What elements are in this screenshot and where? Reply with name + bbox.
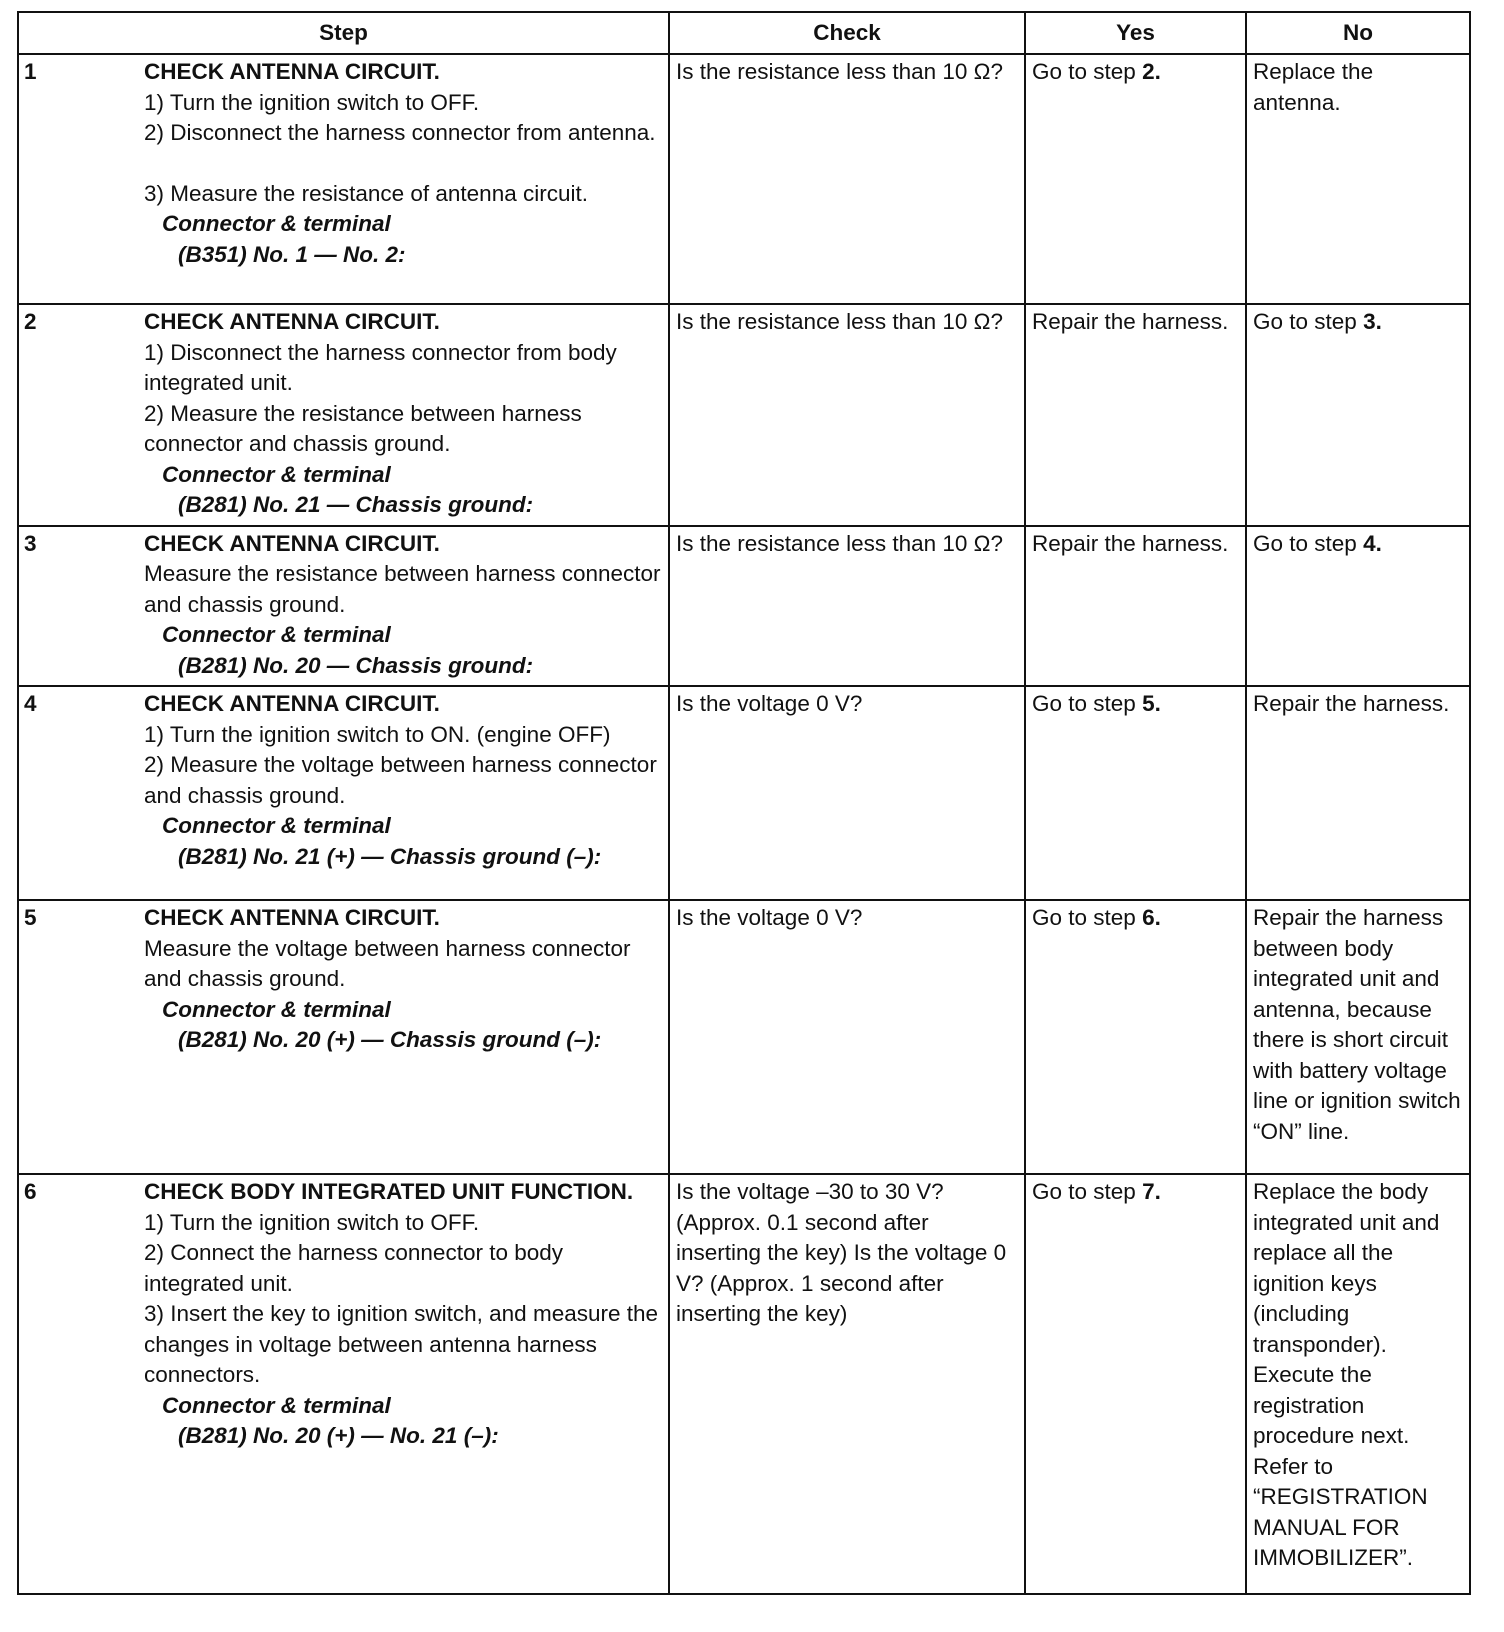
connector-terminal: (B281) No. 21 (+) — Chassis ground (–): bbox=[178, 843, 602, 869]
yes-text: Go to step bbox=[1032, 691, 1143, 716]
step-number: 6 bbox=[24, 1179, 37, 1204]
table-row bbox=[18, 54, 1470, 304]
step-cell bbox=[18, 1174, 669, 1594]
connector-label: Connector & terminal bbox=[162, 996, 391, 1022]
no-step: 4. bbox=[1363, 530, 1382, 556]
step-number: 1 bbox=[24, 59, 37, 84]
yes-step: 2. bbox=[1142, 59, 1161, 84]
check-cell: Is the resistance less than 10 Ω? bbox=[669, 526, 1025, 687]
step-instruction: 1) Disconnect the harness connector from body integrated unit. bbox=[144, 339, 617, 395]
step-instruction: 2) Connect the harness connector to body integrated unit. bbox=[144, 1240, 564, 1296]
step-title: CHECK ANTENNA CIRCUIT. bbox=[144, 59, 440, 84]
no-text: Go to step bbox=[1253, 309, 1364, 334]
check-cell: Is the voltage –30 to 30 V? (Approx. 0.1 second after inserting the key) Is the voltage 0 V? (Approx. 1 second after inserting the key) bbox=[669, 1174, 1025, 1594]
step-instruction: 2) Disconnect the harness connector from antenna. bbox=[144, 120, 656, 145]
connector-label: Connector & terminal bbox=[162, 813, 391, 838]
no-cell: Repair the harness between body integrated unit and antenna, because there is short circuit with battery voltage line or ignition switch “ON” line. bbox=[1246, 900, 1470, 1174]
no-cell bbox=[1246, 304, 1470, 526]
check-cell: Is the resistance less than 10 Ω? bbox=[669, 54, 1025, 304]
step-instruction: 3) Measure the resistance of antenna circuit. bbox=[144, 180, 588, 206]
step-cell bbox=[18, 54, 669, 304]
no-cell: Replace the antenna. bbox=[1246, 54, 1470, 304]
step-title: CHECK BODY INTEGRATED UNIT FUNCTION. bbox=[144, 1179, 634, 1204]
yes-step: 5. bbox=[1142, 691, 1161, 716]
step-number: 2 bbox=[24, 309, 37, 334]
yes-cell: Repair the harness. bbox=[1025, 526, 1246, 687]
step-instruction: Measure the resistance between harness connector and chassis ground. bbox=[144, 561, 661, 617]
step-title: CHECK ANTENNA CIRCUIT. bbox=[144, 905, 440, 930]
connector-terminal: (B351) No. 1 — No. 2: bbox=[178, 241, 406, 267]
no-cell: Repair the harness. bbox=[1246, 686, 1470, 900]
yes-cell: Repair the harness. bbox=[1025, 304, 1246, 526]
step-instruction: Measure the voltage between harness connector and chassis ground. bbox=[144, 935, 631, 991]
header-step: Step bbox=[18, 12, 669, 54]
table-row bbox=[18, 526, 1470, 687]
diagnostic-table bbox=[17, 11, 1471, 1595]
connector-terminal: (B281) No. 20 (+) — No. 21 (–): bbox=[178, 1423, 499, 1448]
step-number: 5 bbox=[24, 905, 37, 930]
yes-cell bbox=[1025, 900, 1246, 1174]
connector-terminal: (B281) No. 20 (+) — Chassis ground (–): bbox=[178, 1027, 602, 1052]
step-instruction: 2) Measure the resistance between harness connector and chassis ground. bbox=[144, 400, 582, 456]
yes-step: 7. bbox=[1142, 1179, 1161, 1204]
connector-label: Connector & terminal bbox=[162, 461, 391, 487]
connector-terminal: (B281) No. 21 — Chassis ground: bbox=[178, 492, 534, 517]
no-cell bbox=[1246, 526, 1470, 687]
step-cell bbox=[18, 900, 669, 1174]
header-row bbox=[18, 12, 1470, 54]
yes-cell bbox=[1025, 54, 1246, 304]
header-no: No bbox=[1246, 12, 1470, 54]
no-text: Go to step bbox=[1253, 530, 1364, 556]
step-title: CHECK ANTENNA CIRCUIT. bbox=[144, 530, 440, 556]
yes-cell bbox=[1025, 1174, 1246, 1594]
no-step: 3. bbox=[1363, 309, 1382, 334]
step-instruction: 2) Measure the voltage between harness connector and chassis ground. bbox=[144, 752, 657, 808]
step-number: 4 bbox=[24, 691, 37, 716]
step-number: 3 bbox=[24, 530, 37, 556]
step-instruction: 1) Turn the ignition switch to OFF. bbox=[144, 1209, 480, 1235]
step-cell bbox=[18, 526, 669, 687]
step-title: CHECK ANTENNA CIRCUIT. bbox=[144, 691, 440, 716]
step-title: CHECK ANTENNA CIRCUIT. bbox=[144, 309, 440, 334]
yes-cell bbox=[1025, 686, 1246, 900]
step-cell bbox=[18, 304, 669, 526]
table-row bbox=[18, 304, 1470, 526]
yes-text: Go to step bbox=[1032, 905, 1143, 930]
step-instruction: 1) Turn the ignition switch to ON. (engine OFF) bbox=[144, 721, 611, 747]
header-yes: Yes bbox=[1025, 12, 1246, 54]
connector-label: Connector & terminal bbox=[162, 622, 391, 647]
header-check: Check bbox=[669, 12, 1025, 54]
table-row bbox=[18, 686, 1470, 900]
step-cell bbox=[18, 686, 669, 900]
step-instruction: 3) Insert the key to ignition switch, and measure the changes in voltage between antenna harness connectors. bbox=[144, 1301, 659, 1387]
table-row bbox=[18, 1174, 1470, 1594]
table-row bbox=[18, 900, 1470, 1174]
yes-step: 6. bbox=[1142, 905, 1161, 930]
connector-terminal: (B281) No. 20 — Chassis ground: bbox=[178, 652, 534, 678]
yes-text: Go to step bbox=[1032, 59, 1143, 84]
check-cell: Is the resistance less than 10 Ω? bbox=[669, 304, 1025, 526]
no-cell: Replace the body integrated unit and replace all the ignition keys (including transponder). Execute the registration procedure next. Refer to “REGISTRATION MANUAL FOR IMMOBILIZER”. bbox=[1246, 1174, 1470, 1594]
step-instruction: 1) Turn the ignition switch to OFF. bbox=[144, 89, 480, 115]
connector-label: Connector & terminal bbox=[162, 1392, 391, 1418]
connector-label: Connector & terminal bbox=[162, 211, 391, 236]
check-cell: Is the voltage 0 V? bbox=[669, 900, 1025, 1174]
check-cell: Is the voltage 0 V? bbox=[669, 686, 1025, 900]
yes-text: Go to step bbox=[1032, 1179, 1143, 1204]
